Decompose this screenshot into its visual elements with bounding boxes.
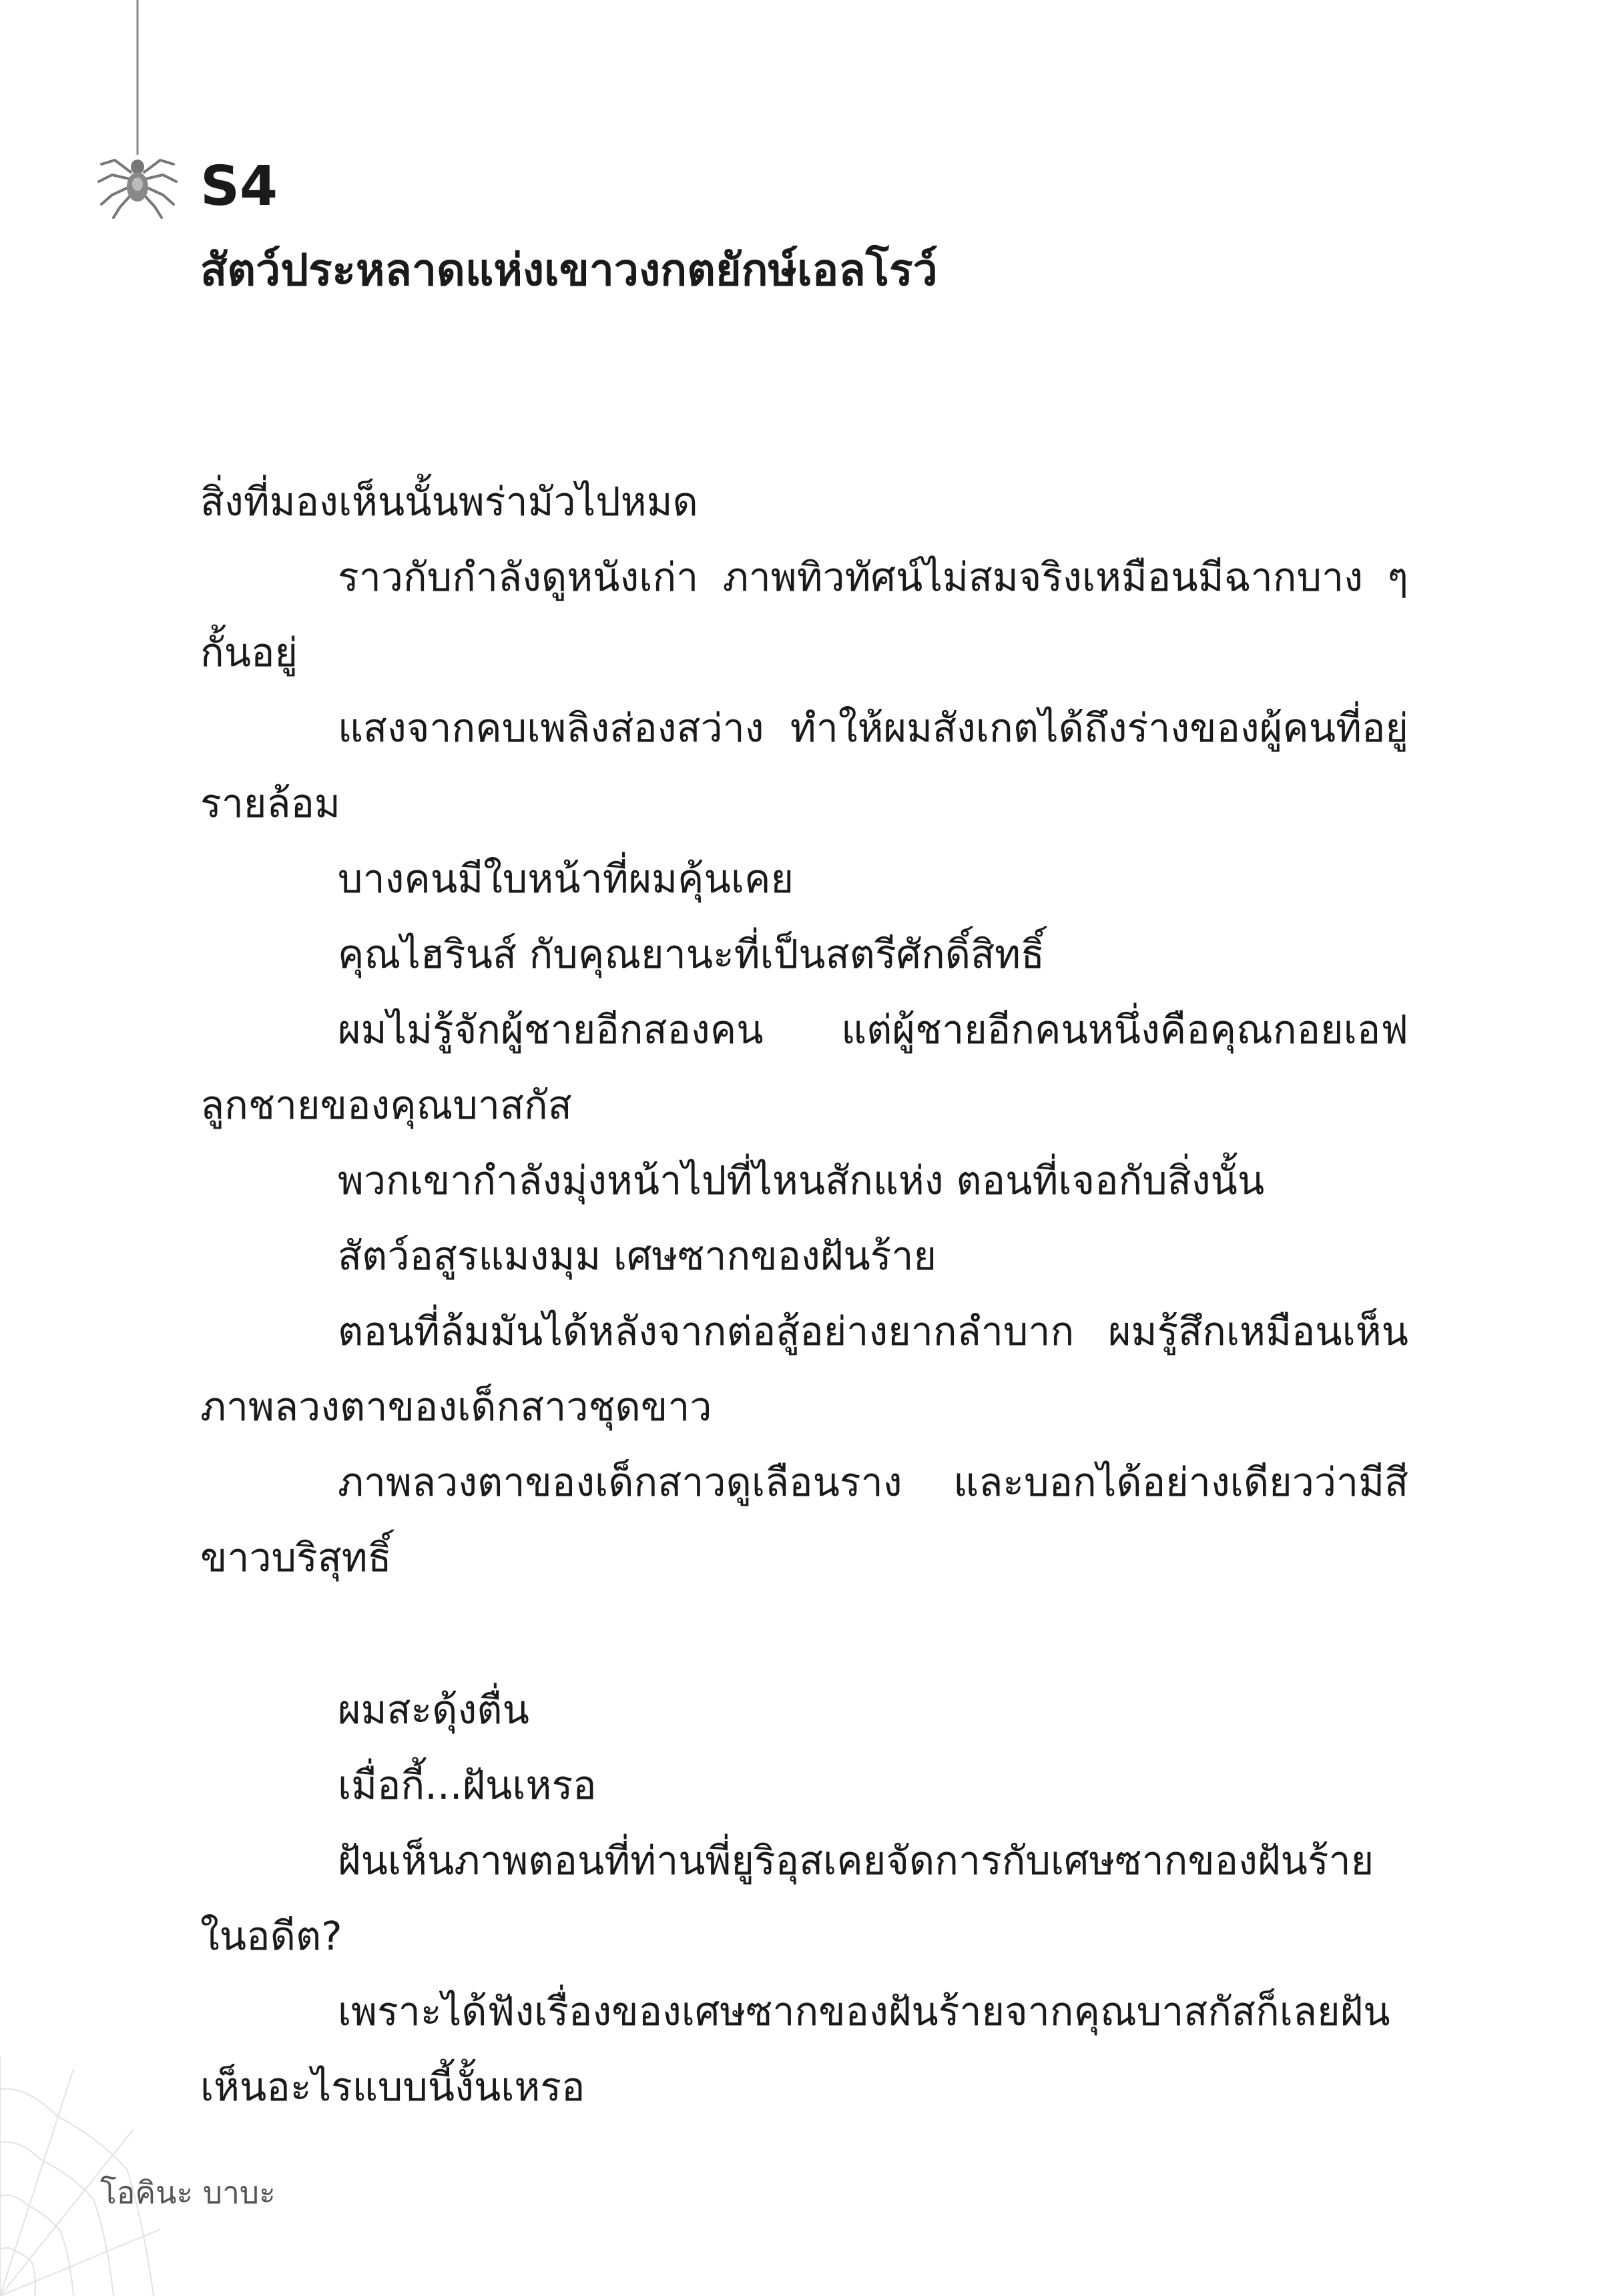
paragraph: ราวกับกำลังดูหนังเก่า ภาพทิวทัศน์ไม่สมจริงเหมือนมีฉากบาง ๆ กั้นอยู่ xyxy=(200,554,1408,675)
paragraph: สิ่งที่มองเห็นนั้นพร่ามัวไปหมด xyxy=(200,479,698,525)
paragraph: ผมไม่รู้จักผู้ชายอีกสองคน แต่ผู้ชายอีกคนหนึ่งคือคุณกอยเอฟลูกชายของคุณบาสกัส xyxy=(200,1007,1408,1128)
paragraph: เมื่อกี้...ฝันเหรอ xyxy=(338,1762,597,1808)
paragraph: ฝันเห็นภาพตอนที่ท่านพี่ยูริอุสเคยจัดการกับเศษซากของฝันร้ายในอดีต? xyxy=(200,1837,1374,1959)
spider-icon xyxy=(93,0,187,227)
paragraph: บางคนมีใบหน้าที่ผมคุ้นเคย xyxy=(338,856,794,902)
paragraph: ตอนที่ล้มมันได้หลังจากต่อสู้อย่างยากลำบาก ผมรู้สึกเหมือนเห็นภาพลวงตาของเด็กสาวชุดขาว xyxy=(200,1308,1408,1430)
paragraph: สัตว์อสูรแมงมุม เศษซากของฝันร้าย xyxy=(338,1233,937,1279)
paragraph: แสงจากคบเพลิงส่องสว่าง ทำให้ผมสังเกตได้ถึงร่างของผู้คนที่อยู่รายล้อม xyxy=(200,705,1408,826)
chapter-number: S4 xyxy=(200,155,278,218)
paragraph: ภาพลวงตาของเด็กสาวดูเลือนราง และบอกได้อย่างเดียวว่ามีสีขาวบริสุทธิ์ xyxy=(200,1459,1408,1581)
paragraph: คุณไฮรินส์ กับคุณยานะที่เป็นสตรีศักดิ์สิทธิ์ xyxy=(338,931,1045,977)
footer-author: โอคินะ บาบะ xyxy=(100,2175,276,2211)
paragraph: เพราะได้ฟังเรื่องของเศษซากของฝันร้ายจากคุณบาสกัสก็เลยฝันเห็นอะไรแบบนี้งั้นเหรอ xyxy=(200,1988,1390,2110)
chapter-title: สัตว์ประหลาดแห่งเขาวงกตยักษ์เอลโรว์ xyxy=(200,244,938,296)
paragraph: พวกเขากำลังมุ่งหน้าไปที่ไหนสักแห่ง ตอนที่เจอกับสิ่งนั้น xyxy=(338,1157,1265,1203)
paragraph: ผมสะดุ้งตื่น xyxy=(338,1687,529,1733)
